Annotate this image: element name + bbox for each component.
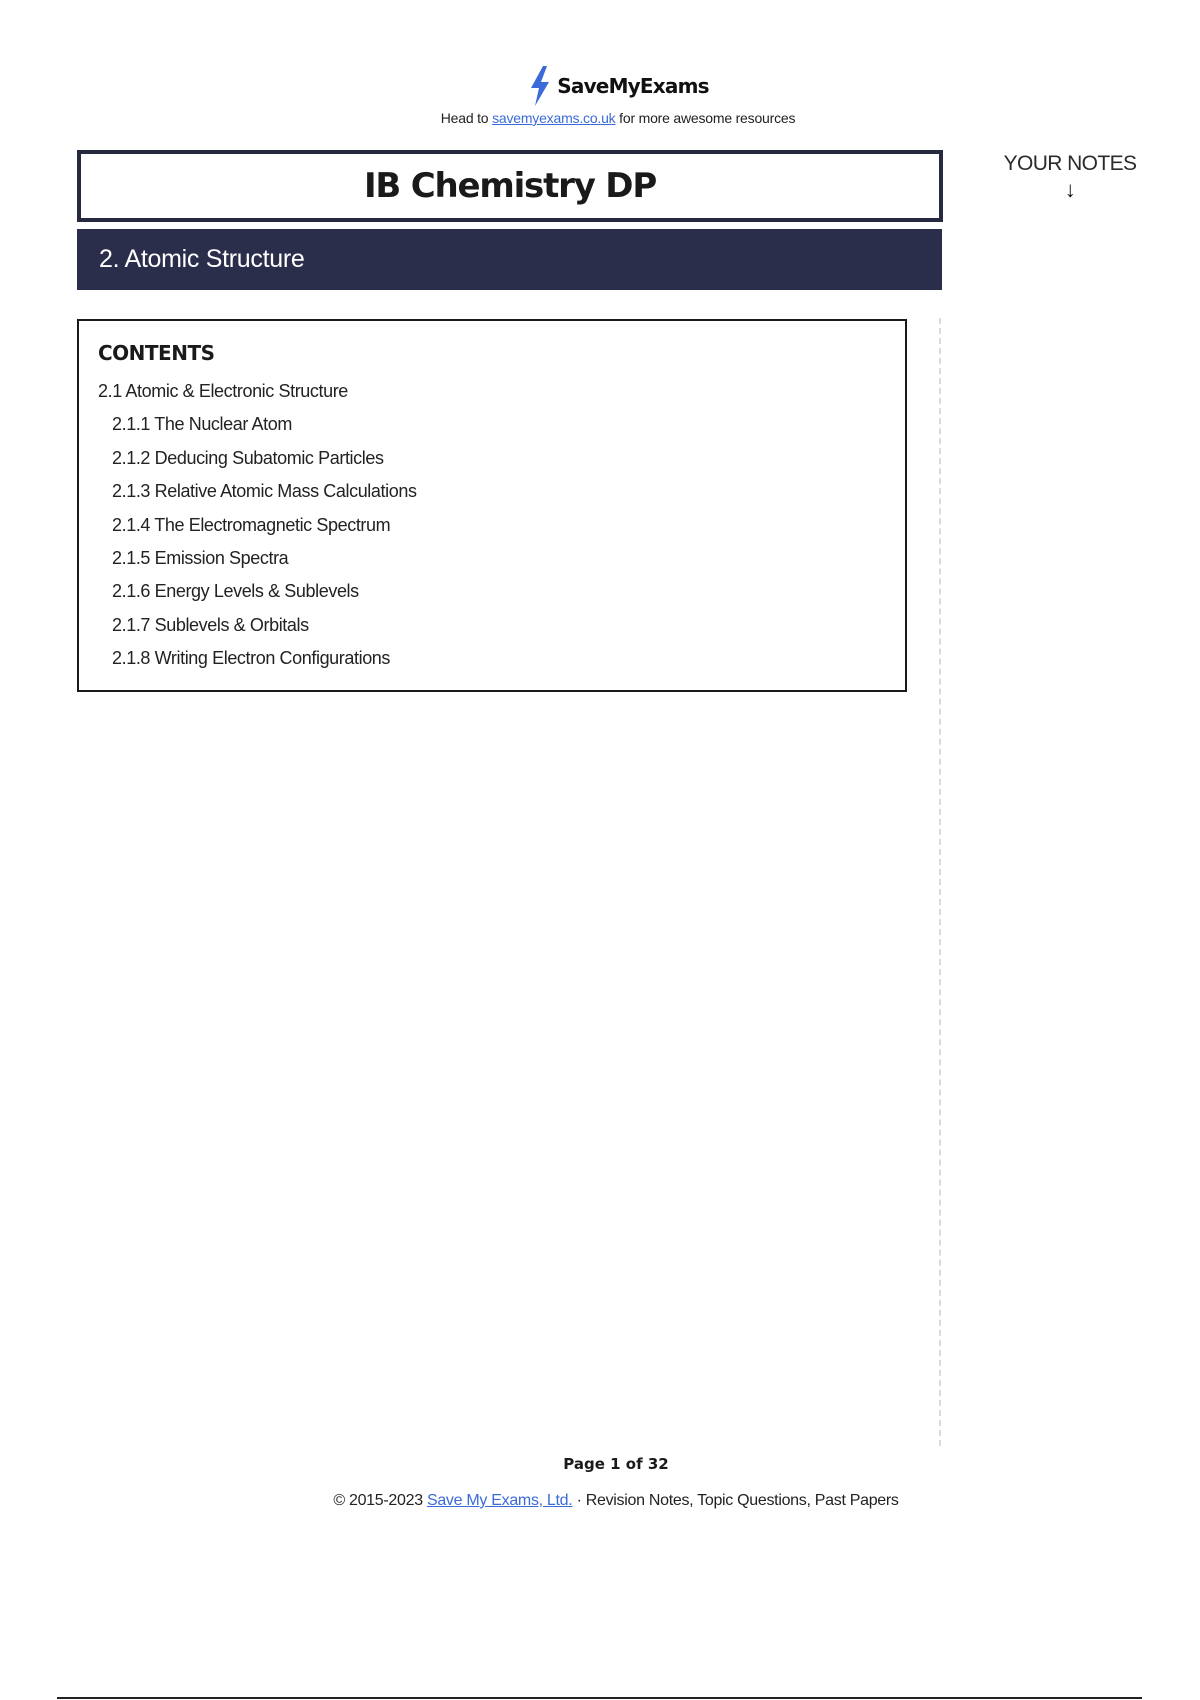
toc-item[interactable]: 2.1.6 Energy Levels & Sublevels [112,581,359,602]
copyright-footer [0,1492,1200,1510]
your-notes-label [990,152,1150,202]
document-title-box [77,150,943,222]
page-bottom-rule [57,1697,1142,1699]
toc-item[interactable]: 2.1.2 Deducing Subatomic Particles [112,447,384,468]
toc-item[interactable]: 2.1.8 Writing Electron Configurations [112,648,391,669]
toc-item[interactable]: 2.1.5 Emission Spectra [112,547,289,568]
your-notes-text: YOUR NOTES [1003,152,1137,175]
contents-box [77,319,907,692]
toc-item[interactable]: 2.1.7 Sublevels & Orbitals [112,614,309,635]
toc-item[interactable]: 2.1 Atomic & Electronic Structure [98,381,348,401]
brand-logo[interactable] [0,66,1200,106]
tagline-suffix: for more awesome resources [615,110,796,126]
toc-item[interactable]: 2.1.4 The Electromagnetic Spectrum [112,514,391,535]
savemyexams-link[interactable]: savemyexams.co.uk [492,110,616,126]
copyright-suffix: · Revision Notes, Topic Questions, Past Papers [572,1492,899,1509]
tagline [0,110,1200,126]
page-number: Page 1 of 32 [563,1455,669,1473]
toc-list [98,375,417,676]
brand-name: SaveMyExams [557,74,709,98]
save-my-exams-link[interactable]: Save My Exams, Ltd. [426,1492,573,1509]
copyright-prefix: © 2015-2023 [333,1492,427,1509]
toc-item[interactable]: 2.1.1 The Nuclear Atom [112,414,292,435]
contents-heading: CONTENTS [98,341,215,365]
notes-divider [939,318,941,1446]
lightning-bolt-icon [527,66,553,106]
document-title: IB Chemistry DP [363,166,657,206]
section-title: 2. Atomic Structure [99,245,305,273]
toc-item[interactable]: 2.1.3 Relative Atomic Mass Calculations [112,481,417,502]
arrow-down-icon: ↓ [1064,177,1076,202]
tagline-prefix: Head to [440,110,493,126]
page-header [0,66,1200,126]
section-banner [77,229,942,290]
